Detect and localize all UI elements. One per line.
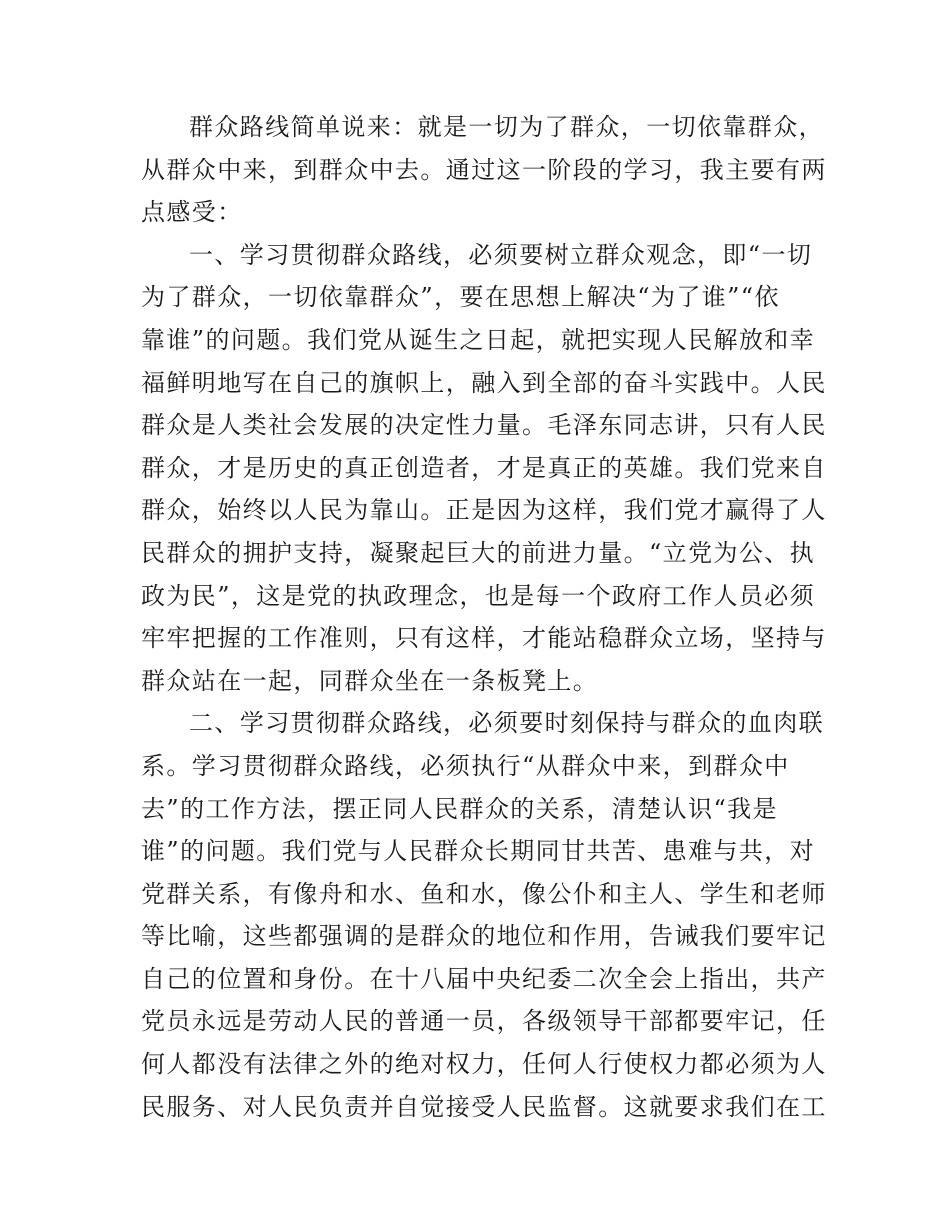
paragraph-2-line-6: 群众，才是历史的真正创造者，才是真正的英雄。我们党来自: [141, 453, 827, 482]
paragraph-3-line-10: 民服务、对人民负责并自觉接受人民监督。这就要求我们在工: [141, 1092, 827, 1121]
paragraph-3-line-3: 去”的工作方法，摆正同人民群众的关系，清楚认识“我是: [141, 794, 778, 823]
document-body: [141, 106, 827, 1128]
paragraph-2-line-3: 靠谁”的问题。我们党从诞生之日起，就把实现人民解放和幸: [141, 325, 816, 354]
paragraph-2-line-4: 福鲜明地写在自己的旗帜上，融入到全部的奋斗实践中。人民: [141, 368, 827, 397]
paragraph-1-line-2: 从群众中来，到群众中去。通过这一阶段的学习，我主要有两: [141, 155, 827, 184]
paragraph-3-line-7: 自己的位置和身份。在十八届中央纪委二次全会上指出，共产: [141, 964, 827, 993]
paragraph-2-line-7: 群众，始终以人民为靠山。正是因为这样，我们党才赢得了人: [141, 496, 827, 525]
paragraph-3-line-1: 二、学习贯彻群众路线，必须要时刻保持与群众的血肉联: [189, 709, 824, 738]
paragraph-2-line-2: 为了群众，一切依靠群众”，要在思想上解决“为了谁”“依: [141, 283, 780, 312]
paragraph-2-line-9: 政为民”，这是党的执政理念，也是每一个政府工作人员必须: [141, 581, 816, 610]
paragraph-3-line-9: 何人都没有法律之外的绝对权力，任何人行使权力都必须为人: [141, 1050, 827, 1079]
paragraph-2-line-8: 民群众的拥护支持，凝聚起巨大的前进力量。“立党为公、执: [141, 538, 816, 567]
paragraph-3-line-2: 系。学习贯彻群众路线，必须执行“从群众中来，到群众中: [141, 751, 790, 780]
paragraph-3-line-4: 谁”的问题。我们党与人民群众长期同甘共苦、患难与共，对: [141, 837, 816, 866]
paragraph-3-line-5: 党群关系，有像舟和水、鱼和水，像公仆和主人、学生和老师: [141, 879, 827, 908]
paragraph-2-line-11: 群众站在一起，同群众坐在一条板凳上。: [141, 666, 599, 695]
paragraph-2-line-1: 一、学习贯彻群众路线，必须要树立群众观念，即“一切: [189, 240, 813, 269]
paragraph-3-line-6: 等比喻，这些都强调的是群众的地位和作用，告诫我们要牢记: [141, 922, 827, 951]
paragraph-2-line-5: 群众是人类社会发展的决定性力量。毛泽东同志讲，只有人民: [141, 411, 827, 440]
paragraph-3-line-8: 党员永远是劳动人民的普通一员，各级领导干部都要牢记，任: [141, 1007, 827, 1036]
paragraph-1-line-1: 群众路线简单说来：就是一切为了群众，一切依靠群众，: [189, 113, 824, 141]
paragraph-1-line-3: 点感受：: [141, 198, 243, 227]
paragraph-2-line-10: 牢牢把握的工作准则，只有这样，才能站稳群众立场，坚持与: [141, 624, 827, 653]
